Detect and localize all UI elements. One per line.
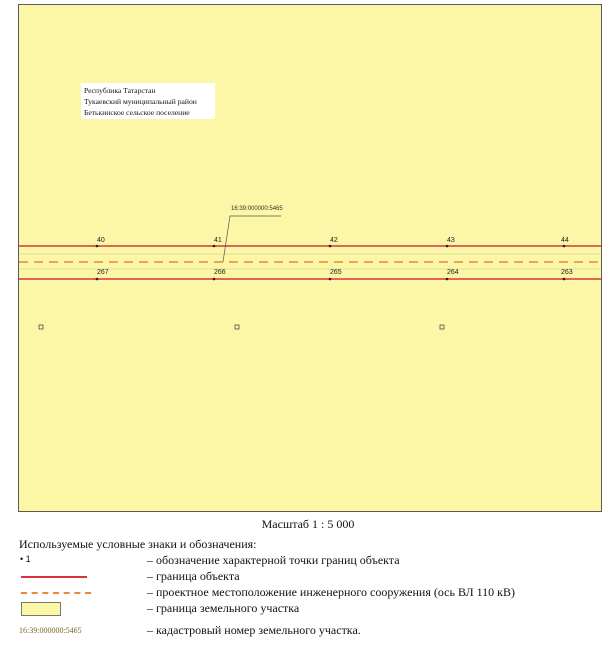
point-marker	[213, 278, 216, 281]
point-marker	[563, 278, 566, 281]
admin-line-1: Республика Татарстан	[84, 86, 156, 95]
point-marker	[563, 245, 566, 248]
legend-item-land-plot	[19, 601, 609, 617]
legend-item-engineering-axis	[19, 585, 609, 601]
legend-item-text: – граница объекта	[147, 569, 240, 583]
point-marker	[96, 278, 99, 281]
point-label: 265	[330, 269, 342, 276]
legend-item-text: – граница земельного участка	[147, 601, 300, 615]
legend-item-text: – проектное местоположение инженерного сооружения (ось ВЛ 110 кВ)	[147, 585, 516, 599]
legend-item-point	[19, 553, 609, 569]
point-marker	[329, 278, 332, 281]
point-marker	[446, 245, 449, 248]
cadastral-number-symbol: 16:39:000000:5465	[19, 626, 82, 635]
cadastral-leader-line	[223, 216, 281, 262]
point-marker	[329, 245, 332, 248]
point-label: 267	[97, 269, 109, 276]
survey-mark	[440, 325, 444, 329]
map-frame	[18, 4, 602, 512]
point-marker	[96, 245, 99, 248]
legend-title: Используемые условные знаки и обозначения:	[19, 537, 257, 551]
legend-item-cadastral	[19, 623, 609, 639]
yellow-rectangle-icon	[19, 601, 99, 617]
admin-line-3: Бетькинское сельское поселение	[84, 108, 190, 117]
map-graphics	[19, 5, 602, 512]
survey-mark	[235, 325, 239, 329]
point-label: 41	[214, 237, 222, 244]
point-label: 40	[97, 237, 105, 244]
cadastral-number-label: 16:39:000000:5465	[231, 206, 283, 212]
point-label: 44	[561, 237, 569, 244]
map-scale: Масштаб 1 : 5 000	[261, 517, 355, 531]
point-symbol-icon: • 1	[20, 554, 31, 564]
admin-line-2: Тукаевский муниципальный район	[84, 97, 197, 106]
legend-item-text: – обозначение характерной точки границ объекта	[147, 553, 400, 567]
survey-mark	[39, 325, 43, 329]
point-label: 266	[214, 269, 226, 276]
legend-item-text: – кадастровый номер земельного участка.	[147, 623, 361, 637]
point-label: 263	[561, 269, 573, 276]
point-label: 42	[330, 237, 338, 244]
point-label: 264	[447, 269, 459, 276]
point-marker	[446, 278, 449, 281]
orange-dashed-line-icon	[19, 585, 99, 601]
red-line-icon	[19, 569, 99, 585]
legend-item-object-boundary	[19, 569, 609, 585]
point-marker	[213, 245, 216, 248]
admin-info-box	[81, 83, 215, 119]
point-label: 43	[447, 237, 455, 244]
